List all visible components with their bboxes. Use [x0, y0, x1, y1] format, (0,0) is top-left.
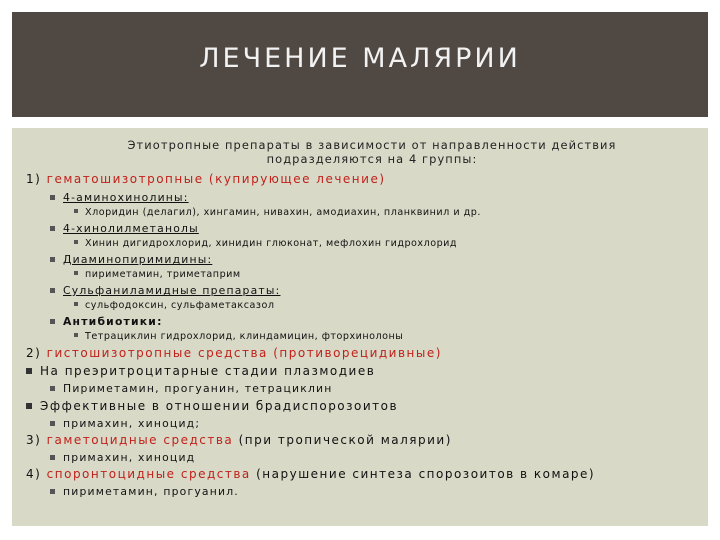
- bullet-icon: [74, 240, 78, 244]
- content-panel: [12, 128, 708, 526]
- group-1-title: гематошизотропные (купирующее лечение): [46, 172, 386, 186]
- intro-text: [92, 138, 652, 166]
- list-item: [50, 417, 200, 430]
- group-4-note: (нарушение синтеза спорозоитов в комаре): [250, 467, 596, 481]
- list-item: [74, 300, 274, 311]
- bullet-icon: [50, 288, 55, 293]
- list-item: [74, 331, 403, 342]
- list-item: [50, 315, 163, 328]
- drug-list: Пириметамин, прогуанин, тетрациклин: [63, 382, 333, 395]
- group-4-heading: [26, 467, 595, 481]
- bullet-icon: [50, 455, 55, 460]
- subgroup-label: Эффективные в отношении брадиспорозоитов: [40, 399, 399, 413]
- bullet-icon: [50, 257, 55, 262]
- intro-line-1: Этиотропные препараты в зависимости от направленности действия: [127, 138, 617, 152]
- bullet-icon: [50, 386, 55, 391]
- list-item: [74, 269, 241, 280]
- subgroup-label: Сульфаниламидные препараты:: [63, 284, 281, 297]
- subgroup-label: Антибиотики:: [63, 315, 163, 328]
- list-item: [50, 284, 280, 297]
- drug-list: пириметамин, прогуанил.: [63, 485, 239, 498]
- list-item: [74, 238, 457, 249]
- bullet-icon: [26, 403, 32, 409]
- list-item: [50, 253, 212, 266]
- group-3-title: гаметоцидные средства: [46, 433, 234, 447]
- bullet-icon: [74, 209, 78, 213]
- drug-list: Хлоридин (делагил), хингамин, нивахин, амодиахин, планквинил и др.: [85, 207, 481, 218]
- drug-list: пириметамин, триметаприм: [85, 269, 241, 280]
- group-3-number: 3): [26, 433, 42, 447]
- list-item: [26, 399, 398, 413]
- drug-list: примахин, хиноцид: [63, 451, 196, 464]
- bullet-icon: [26, 368, 32, 374]
- bullet-icon: [50, 226, 55, 231]
- bullet-icon: [50, 421, 55, 426]
- group-2-heading: [26, 346, 442, 360]
- list-item: [50, 382, 333, 395]
- list-item: [50, 222, 199, 235]
- group-4-number: 4): [26, 467, 42, 481]
- bullet-icon: [50, 489, 55, 494]
- list-item: [50, 485, 239, 498]
- page-title: ЛЕЧЕНИЕ МАЛЯРИИ: [199, 43, 521, 74]
- subgroup-label: Диаминопиримидины:: [63, 253, 213, 266]
- list-item: [50, 451, 195, 464]
- list-item: [74, 207, 481, 218]
- bullet-icon: [50, 319, 55, 324]
- title-bar: [12, 12, 708, 117]
- group-2-title: гистошизотропные средства (противорецидивные): [46, 346, 442, 360]
- group-1-number: 1): [26, 172, 42, 186]
- group-3-note: (при тропической малярии): [233, 433, 452, 447]
- drug-list: сульфодоксин, сульфаметаксазол: [85, 300, 275, 311]
- bullet-icon: [50, 195, 55, 200]
- list-item: [50, 191, 189, 204]
- drug-list: Хинин дигидрохлорид, хинидин глюконат, мефлохин гидрохлорид: [85, 238, 458, 249]
- drug-list: Тетрациклин гидрохлорид, клиндамицин, фторхинолоны: [85, 331, 404, 342]
- list-item: [26, 364, 375, 378]
- group-3-heading: [26, 433, 452, 447]
- group-4-title: споронтоцидные средства: [46, 467, 251, 481]
- subgroup-label: 4-хинолилметанолы: [63, 222, 199, 235]
- subgroup-label: На преэритроцитарные стадии плазмодиев: [40, 364, 376, 378]
- drug-list: примахин, хиноцид;: [63, 417, 201, 430]
- bullet-icon: [74, 271, 78, 275]
- intro-line-2: подразделяются на 4 группы:: [266, 152, 478, 166]
- group-1-heading: [26, 172, 386, 186]
- subgroup-label: 4-аминохинолины:: [63, 191, 189, 204]
- bullet-icon: [74, 302, 78, 306]
- bullet-icon: [74, 333, 78, 337]
- group-2-number: 2): [26, 346, 42, 360]
